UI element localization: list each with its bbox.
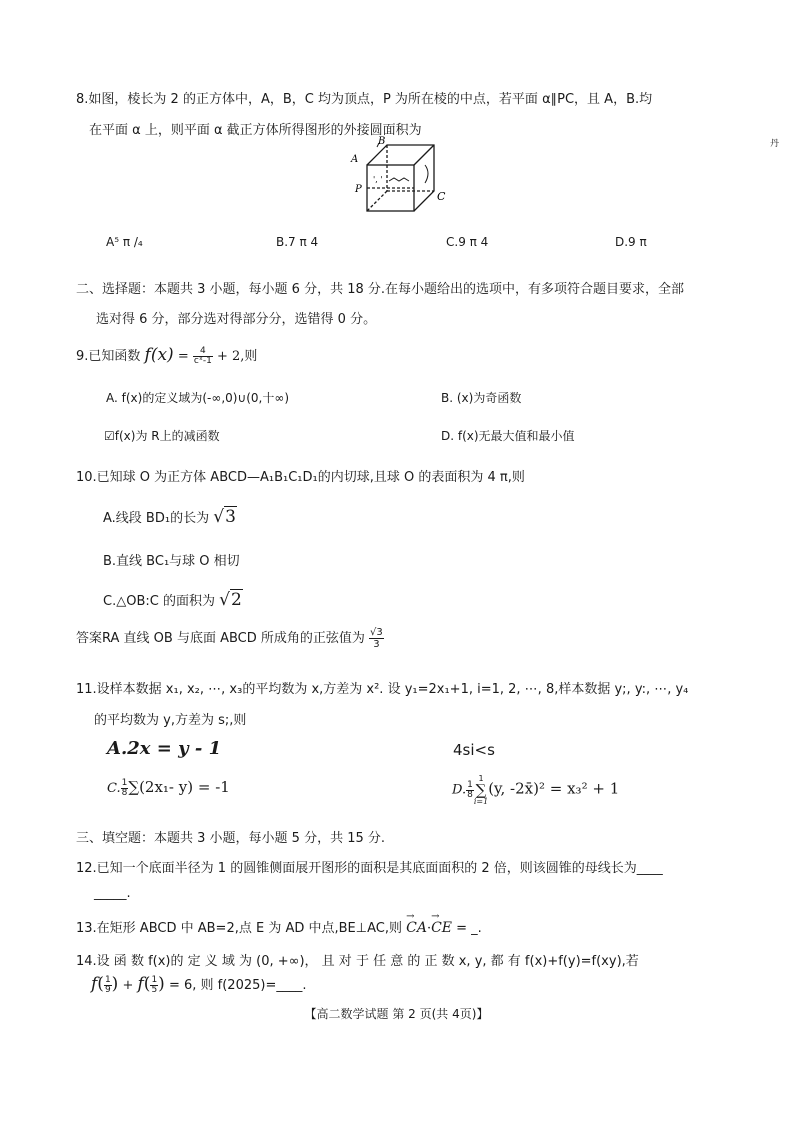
q8-option-c: C.9 π 4 [446,235,489,249]
figure-marks: ', ' [373,175,383,184]
q9-func: f(x) [144,345,174,365]
q9-tail: + 2,则 [216,349,258,364]
cube-figure [345,135,450,220]
q10-option-c [103,590,243,610]
page-footer: 【高二数学试题 第 2 页(共 4页)】 [304,1007,489,1021]
q14-tail: = 6, 则 f(2025)=____. [168,978,307,993]
q11-option-a: A.2x = y - 1 [107,738,222,759]
q10-stem: 10.已知球 O 为正方体 ABCD—A₁B₁C₁D₁的内切球,且球 O 的表面积为 4 π,则 [76,470,525,485]
label-B: B [378,136,386,147]
q10-a-radicand: 3 [225,507,236,527]
q9-eq: = [177,349,189,364]
q8-line2: 在平面 α 上，则平面 α 截正方体所得图形的外接圆面积为 [89,123,422,138]
q9-option-b: B. (x)为奇函数 [441,391,522,405]
q10-option-b: B.直线 BC₁与球 O 相切 [103,554,240,569]
q11-c-frac-n: 1 [121,778,128,788]
q11-d-sum-block [474,774,488,806]
section3-title: 三、填空题：本题共 3 小题，每小题 5 分，共 15 分. [76,831,386,846]
q13-tail: = _. [456,921,482,936]
q14-f1: f [91,974,98,994]
q10-option-a [103,507,237,527]
q10-d-num: √3 [370,627,383,638]
q14-d2: 5 [151,985,158,995]
q11-line1: 11.设样本数据 x₁, x₂, ⋯, x₃的平均数为 x,方差为 x². 设 y₁=2x₁+1, i=1, 2, ⋯, 8,样本数据 y;, y:, ⋯, y₄ [76,682,689,697]
q14-line1: 14.设 函 数 f(x)的 定 义 域 为 (0, +∞)， 且 对 于 任 意 的 正 数 x, y, 都 有 f(x)+f(y)=f(xy),若 [76,954,639,969]
q8-option-b: B.7 π 4 [276,235,319,249]
q9-option-c: ☑f(x)为 R上的减函数 [104,429,220,443]
q14-frac2 [150,976,158,995]
q10-a-sqrt: √3 [213,507,236,527]
q10-c-sqrt: √2 [219,590,242,610]
q14-n1: 1 [104,975,111,985]
q8-option-d: D.9 π [615,235,647,249]
q10-d-text: 答案RA 直线 OB 与底面 ABCD 所成角的正弦值为 [76,631,365,646]
q13-vector-ce: → CE [431,911,453,936]
q11-option-c [107,778,230,798]
q12-line1: 12.已知一个底面半径为 1 的圆锥侧面展开图形的面积是其底面面积的 2 倍，则该圆锥的母线长为____ [76,861,663,876]
section2-line2: 选对得 6 分，部分选对得部分分，选错得 0 分。 [96,312,377,327]
q10-c-radicand: 2 [230,590,242,610]
q11-d-sum: ∑ [475,781,487,799]
q10-d-den: 3 [373,639,380,650]
label-P: P [355,184,362,195]
q14-paren-open-2: ( [143,974,151,994]
q11-c-body: ∑(2x₁- y) = -1 [128,778,230,796]
q9-option-a: A. f(x)的定义域为(-∞,0)∪(0,十∞) [106,391,290,405]
q9-stem-text: 9.已知函数 [76,349,141,364]
q14-plus: + [122,978,134,993]
q13-vec1: CA [406,920,427,936]
q11-c-prefix: C. [107,781,121,796]
q11-d-body: (y, -2x̄)² = x₃² + 1 [488,779,620,798]
q14-f2: f [137,974,144,994]
q11-c-frac-d: 8 [121,788,128,798]
q8-option-a: A⁵ π /₄ [106,235,143,249]
q11-d-sum-top: 1 [478,774,484,783]
q11-line2: 的平均数为 y,方差为 s;,则 [94,713,247,728]
q11-d-sum-bottom: i=1 [473,797,489,806]
q9-frac-num: 4 [193,347,213,357]
q11-d-frac-d: 8 [467,789,473,800]
q11-option-b: 4si<s [453,741,495,759]
q10-c-text: C.△OB:C 的面积为 [103,594,215,609]
label-C: C [437,190,446,203]
q13-dot: · [426,921,432,936]
q10-a-text: A.线段 BD₁的长为 [103,511,210,526]
q9-fraction [193,347,213,366]
q14-line2 [91,974,306,995]
q11-d-frac-n: 1 [467,779,473,790]
q13-line [76,911,482,936]
q14-paren-close-2: ) [158,974,165,994]
q11-d-fraction [466,781,474,800]
margin-mark: 丹 [770,139,780,149]
q14-paren-close-1: ) [111,974,119,994]
q14-paren-open-1: ( [97,974,104,994]
q14-d1: 9 [104,985,111,995]
q11-d-prefix: D. [452,782,467,798]
q11-option-d [452,774,619,806]
q14-frac1 [104,976,112,995]
q10-option-d [76,627,384,650]
q12-line2: _____. [94,886,131,901]
label-A: A [351,154,359,165]
q14-n2: 1 [151,975,158,985]
q10-d-fraction [369,627,384,650]
q9-option-d: D. f(x)无最大值和最小值 [441,429,575,443]
q9-stem [76,345,257,366]
q13-vec2: CE [431,920,453,936]
q13-text: 13.在矩形 ABCD 中 AB=2,点 E 为 AD 中点,BE⊥AC,则 [76,921,402,936]
q8-line1: 8.如图，棱长为 2 的正方体中，A，B，C 均为顶点，P 为所在棱的中点，若平面 α∥PC，且 A，B.均 [76,92,653,107]
q9-frac-den: cˣ-1 [193,356,212,366]
q13-vector-ca: → CA [406,911,427,936]
section2-line1: 二、选择题：本题共 3 小题，每小题 6 分，共 18 分.在每小题给出的选项中，有多项符合题目要求，全部 [76,282,685,297]
